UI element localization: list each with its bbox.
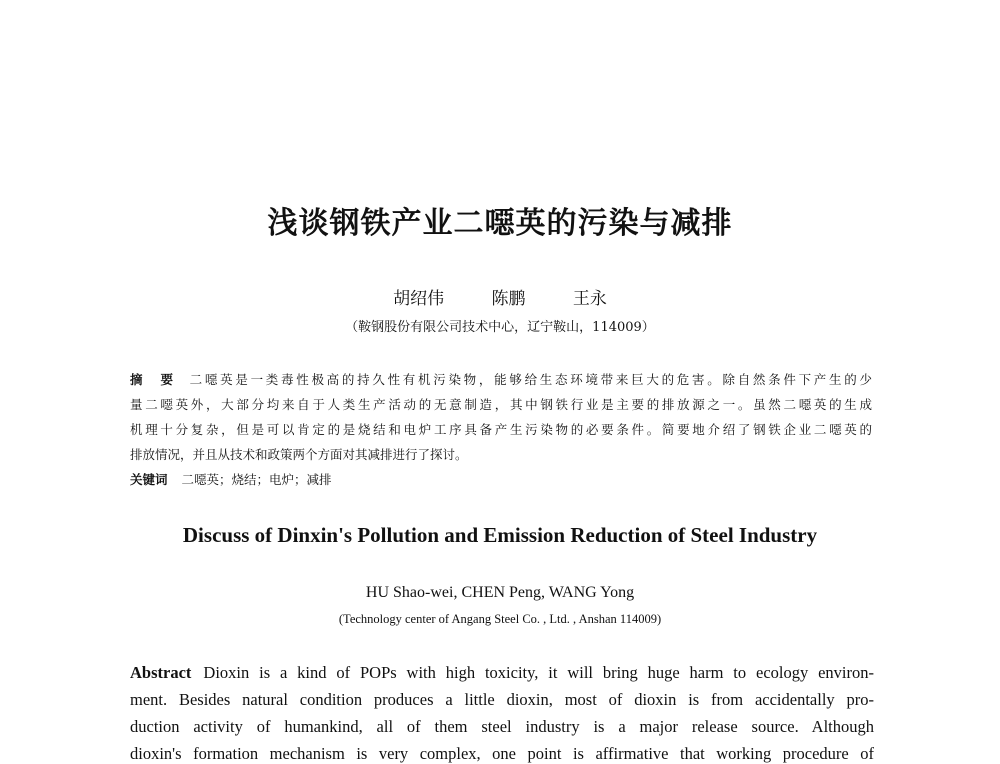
author-name: 陈鹏 — [491, 289, 526, 309]
chinese-title: 浅谈钢铁产业二噁英的污染与减排 — [267, 206, 733, 241]
abstract-text: 二噁英是一类毒性极高的持久性有机污染物，能够给生态环境带来巨大的危害。除自然条件下产生的少 — [189, 372, 872, 387]
abstract-label: Abstract — [130, 663, 192, 682]
chinese-abstract-line: 排放情况，并且从技术和政策两个方面对其减排进行了探讨。 — [130, 447, 468, 462]
english-abstract-line — [130, 663, 874, 683]
chinese-affiliation: （鞍钢股份有限公司技术中心，辽宁鞍山，114009） — [345, 320, 655, 335]
keywords-text: 二噁英；烧结；电炉；减排 — [181, 472, 332, 487]
chinese-abstract-line: 量二噁英外，大部分均来自于人类生产活动的无意制造，其中钢铁行业是主要的排放源之一。虽然二噁英的生成 — [130, 397, 872, 412]
abstract-text: Dioxin is a kind of POPs with high toxicity, it will bring huge harm to ecology environ- — [203, 663, 874, 682]
chinese-keywords — [130, 471, 872, 489]
english-abstract-line: duction activity of humankind, all of them steel industry is a major release source. Although — [130, 717, 874, 736]
english-title: Discuss of Dinxin's Pollution and Emission Reduction of Steel Industry — [182, 523, 818, 547]
keywords-label: 关键词 — [130, 472, 168, 487]
abstract-label: 摘 要 — [130, 372, 176, 387]
chinese-abstract-line: 机理十分复杂，但是可以肯定的是烧结和电炉工序具备产生污染物的必要条件。简要地介绍了钢铁企业二噁英的 — [130, 422, 872, 437]
english-abstract-line: ment. Besides natural condition produces a little dioxin, most of dioxin is from accidentally pro- — [130, 690, 874, 709]
author-name: 胡绍伟 — [393, 289, 445, 309]
english-authors: HU Shao-wei, CHEN Peng, WANG Yong — [365, 584, 635, 601]
author-name: 王永 — [572, 289, 607, 309]
chinese-abstract-line — [130, 371, 872, 389]
english-abstract-line: dioxin's formation mechanism is very complex, one point is affirmative that working procedure of — [130, 744, 874, 763]
english-affiliation: (Technology center of Angang Steel Co. , Ltd. , Anshan 114009) — [338, 612, 662, 626]
chinese-authors — [0, 284, 1000, 309]
